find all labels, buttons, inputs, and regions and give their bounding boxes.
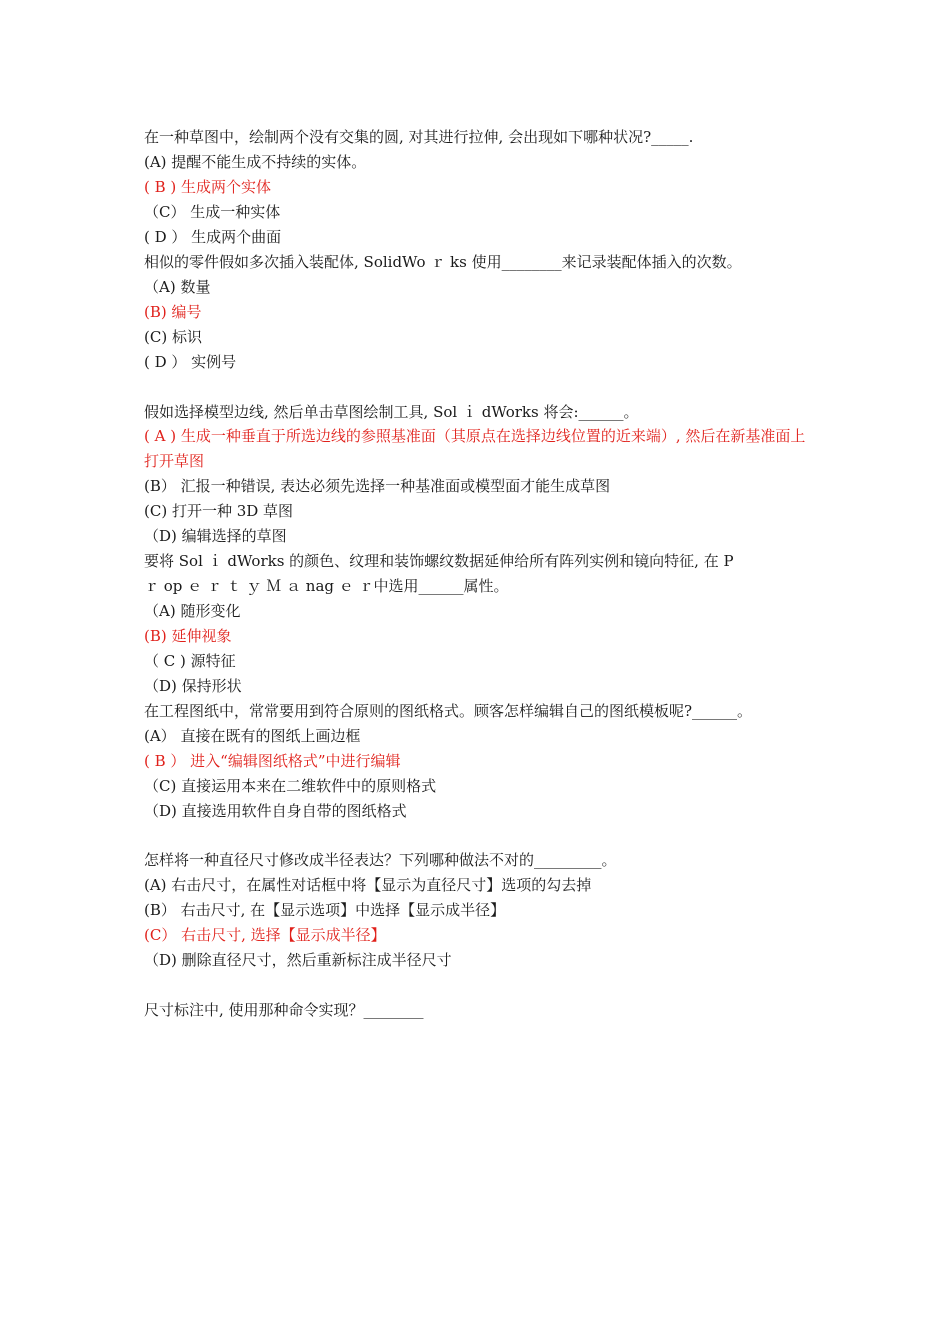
question-5-option-b-answer: ( B ） 进入“编辑图纸格式”中进行编辑 (144, 752, 401, 770)
question-2-option-b-answer: (B) 编号 (144, 303, 202, 321)
question-6-option-a: (A) 右击尺寸，在属性对话框中将【显示为直径尺寸】选项的勾去掉 (144, 876, 592, 894)
question-2-stem: 相似的零件假如多次插入装配体, SolidWo ｒ ks 使用________来记录装配体插入的次数。 (144, 253, 742, 271)
question-1-option-c: （C） 生成一种实体 (144, 203, 281, 221)
question-1-stem: 在一种草图中，绘制两个没有交集的圆, 对其进行拉伸, 会出现如下哪种状况?_____. (144, 128, 694, 146)
question-4-option-c: （ C ) 源特征 (144, 652, 236, 670)
question-4-option-d: （D) 保持形状 (144, 677, 242, 695)
question-6-option-c-answer: (C） 右击尺寸, 选择【显示成半径】 (144, 926, 386, 944)
question-2-option-a: （A) 数量 (144, 278, 211, 296)
question-4-option-a: （A) 随形变化 (144, 602, 241, 620)
question-3-stem: 假如选择模型边线, 然后单击草图绘制工具, Sol ｉ dWorks 将会:______。 (144, 403, 639, 421)
question-4-stem-line1: 要将 Sol ｉ dWorks 的颜色、纹理和装饰螺纹数据延伸给所有阵列实例和镜向特征, 在 P (144, 552, 734, 570)
question-6-option-b: (B） 右击尺寸, 在【显示选项】中选择【显示成半径】 (144, 901, 506, 919)
question-5-option-c: （C) 直接运用本来在二维软件中的原则格式 (144, 777, 437, 795)
question-6-option-d: （D) 删除直径尺寸，然后重新标注成半径尺寸 (144, 951, 452, 969)
question-1-option-b-answer: ( B ) 生成两个实体 (144, 178, 272, 196)
question-5-option-a: (A） 直接在既有的图纸上画边框 (144, 727, 361, 745)
question-5-option-d: （D) 直接选用软件自身自带的图纸格式 (144, 802, 407, 820)
question-3-option-b: (B） 汇报一种错误, 表达必须先选择一种基准面或模型面才能生成草图 (144, 477, 611, 495)
question-3-option-c: (C) 打开一种 3D 草图 (144, 502, 294, 520)
question-2-option-d: ( D ） 实例号 (144, 353, 237, 371)
question-4-option-b-answer: (B) 延伸视象 (144, 627, 232, 645)
question-2-option-c: (C) 标识 (144, 328, 202, 346)
question-5-stem: 在工程图纸中，常常要用到符合原则的图纸格式。顾客怎样编辑自己的图纸模板呢?______。 (144, 702, 753, 720)
question-7-stem: 尺寸标注中, 使用那种命令实现？________ (144, 1001, 424, 1019)
question-6-stem: 怎样将一种直径尺寸修改成半径表达？下列哪种做法不对的_________。 (144, 851, 617, 869)
question-3-option-a-answer: ( A ) 生成一种垂直于所选边线的参照基准面（其原点在选择边线位置的近来端）, 然后在新基准面上打开草图 (144, 427, 806, 470)
question-4-stem-line2: ｒ op ｅ ｒ ｔ ｙ Ｍ ａ nag ｅ ｒ中选用______属性。 (144, 577, 509, 595)
question-1-option-a: (A) 提醒不能生成不持续的实体。 (144, 153, 367, 171)
question-1-option-d: ( D ） 生成两个曲面 (144, 228, 282, 246)
question-3-option-d: （D) 编辑选择的草图 (144, 527, 287, 545)
